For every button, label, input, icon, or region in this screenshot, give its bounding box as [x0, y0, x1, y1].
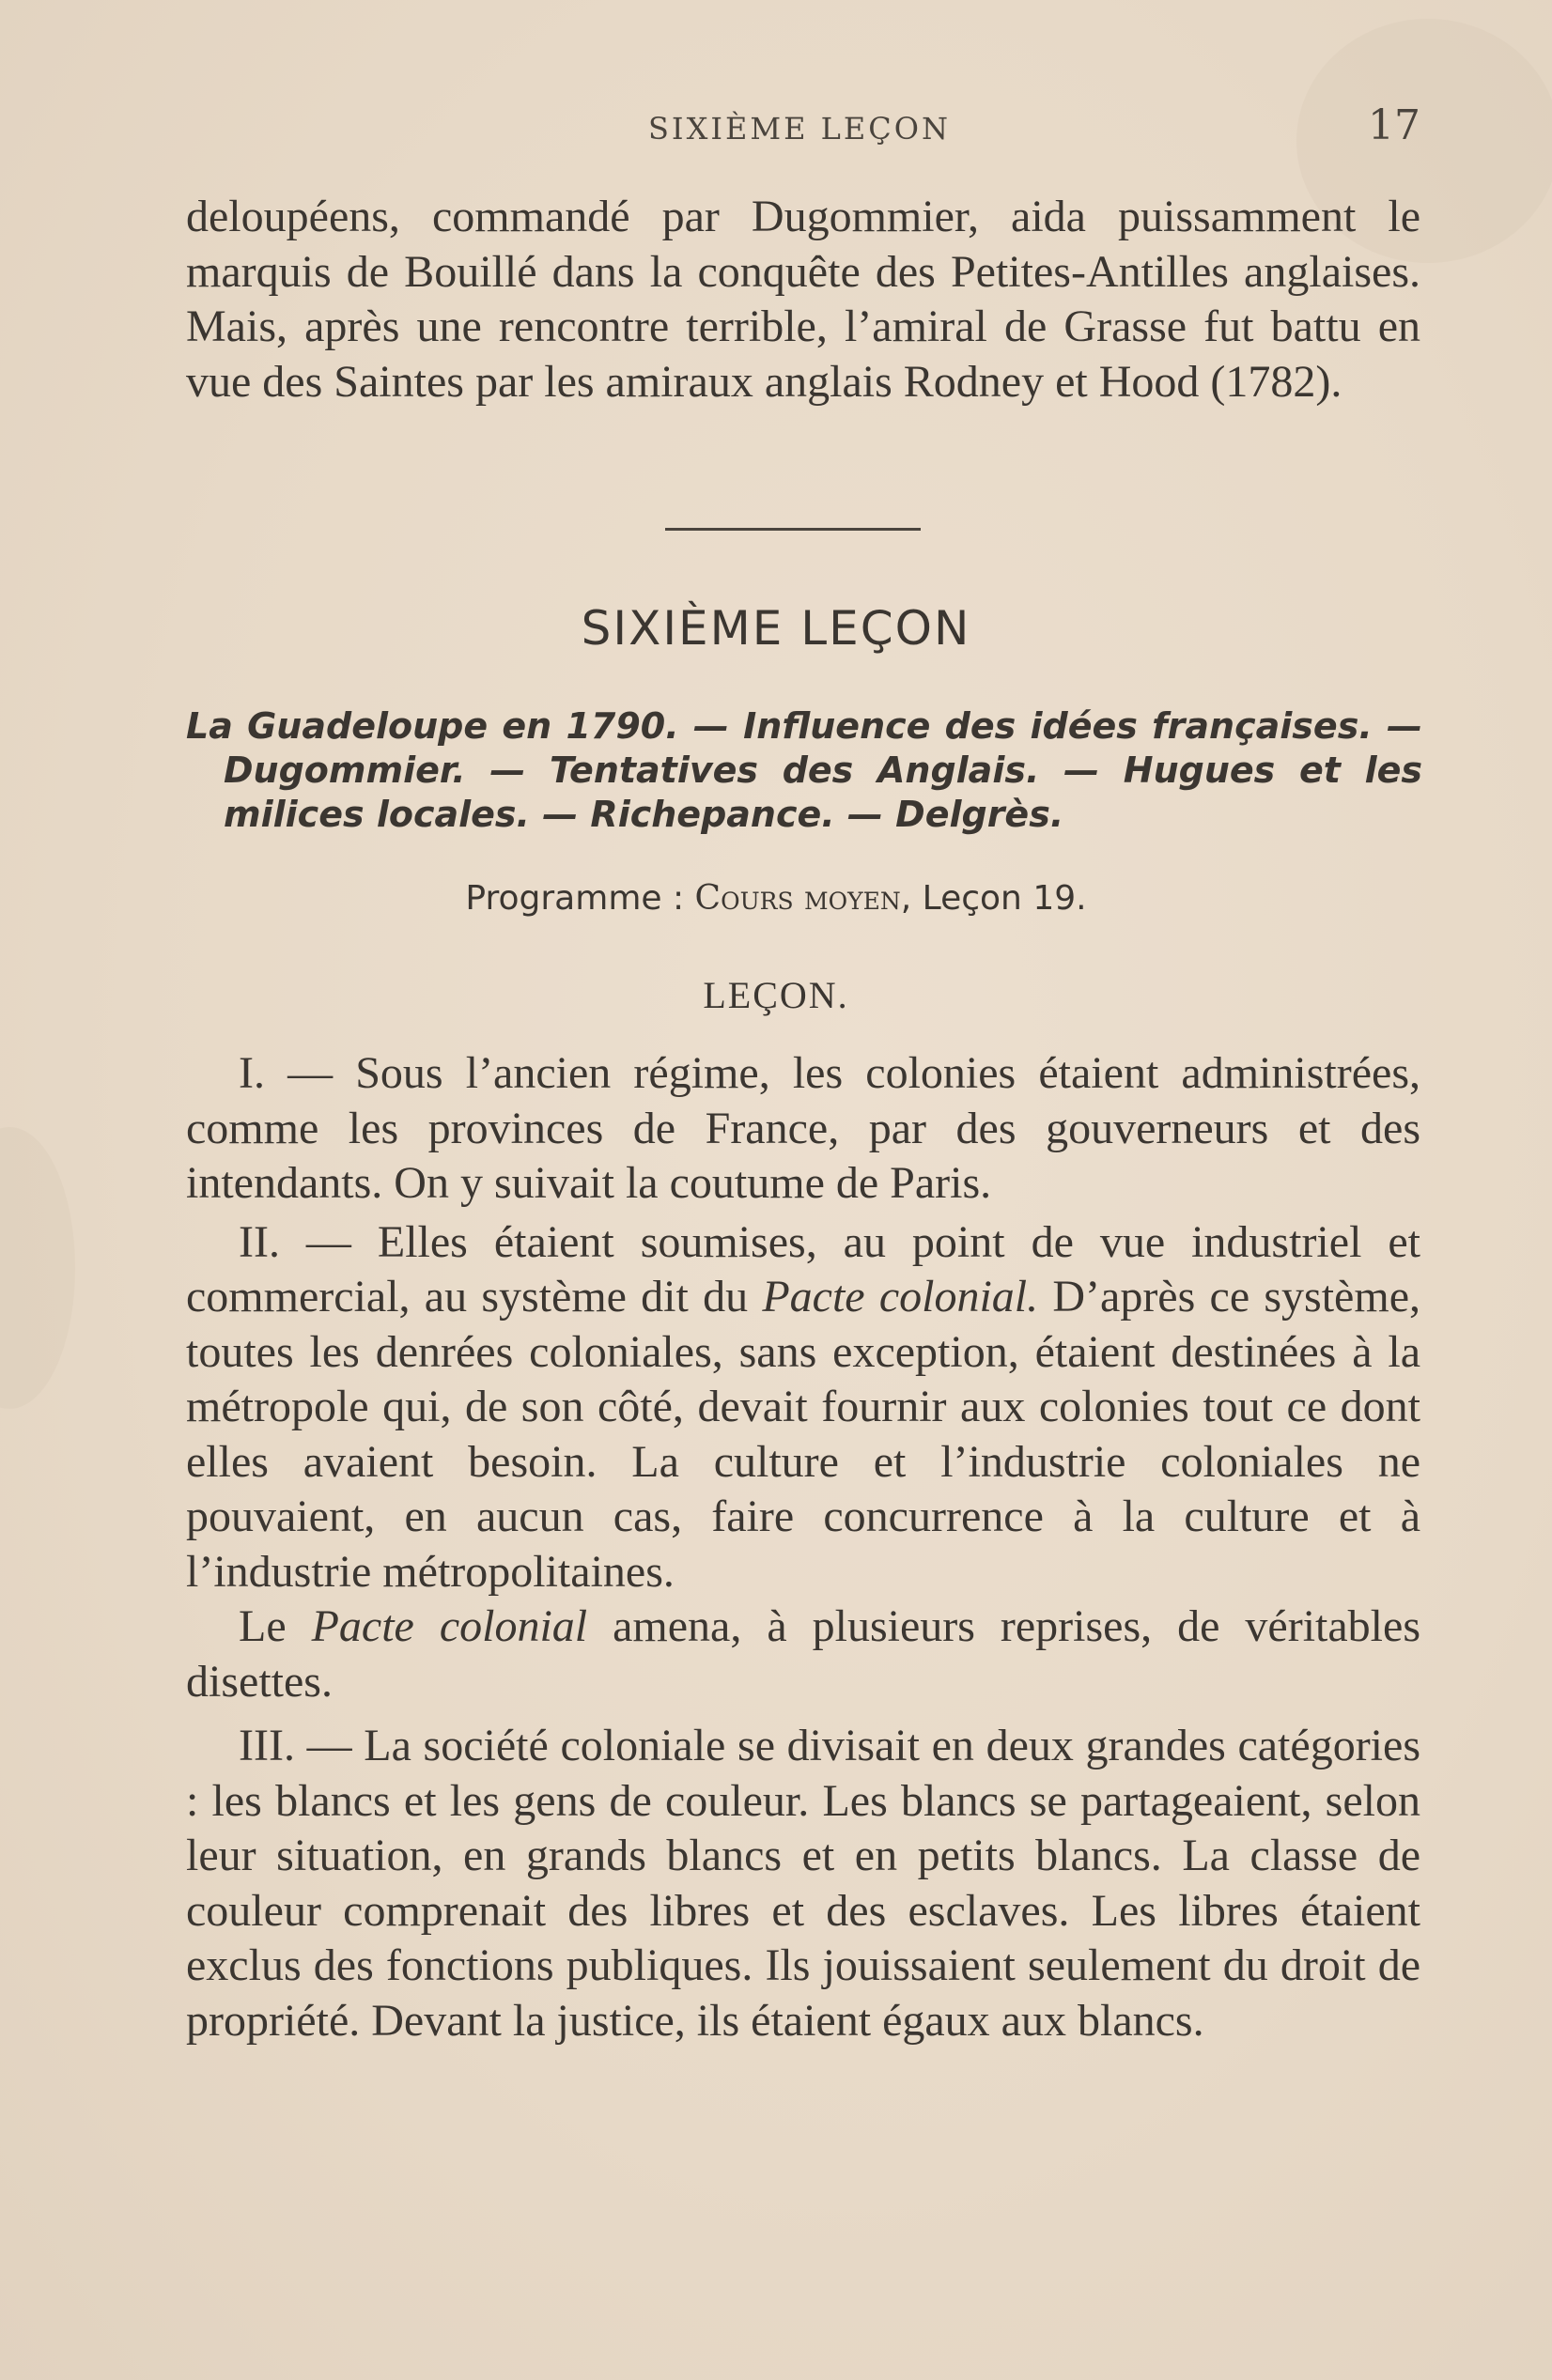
- paragraph-2: [186, 1215, 1420, 1600]
- paragraph-2-italic: Pacte colonial.: [762, 1272, 1039, 1321]
- lesson-summary: [186, 704, 1422, 837]
- section-label: LEÇON.: [703, 974, 849, 1016]
- page-number: 17: [1368, 101, 1420, 149]
- program-course: Cours moyen: [694, 879, 901, 918]
- program-suffix: , Leçon 19.: [900, 879, 1087, 918]
- section-divider: [665, 528, 921, 531]
- paragraph-4: III. — La société coloniale se divisait en deux grandes catégories : les blancs et les gens de couleur. Les blancs se partageaient, selon leur situation, en grands blancs et en petits blancs. La classe de couleur comprenait des libres et des esclaves. Les libres étaient exclus des fonctions publiques. Ils jouissaient seulement du droit de propriété. Devant la justice, ils étaient égaux aux blancs.: [186, 1721, 1420, 2046]
- lesson-title: SIXIÈME LEÇON: [581, 601, 971, 656]
- paragraph-3: [186, 1600, 1420, 1709]
- paper-stain: [0, 1127, 75, 1409]
- paragraph-2-start: II. — Elles étaient soumises, au point de vue industriel et commercial, au système dit du: [186, 1216, 1420, 1321]
- paragraph-3-end: amena, à plusieurs reprises, de véritables disettes.: [186, 1601, 1420, 1707]
- summary-text: La Guadeloupe en 1790. — Influence des idées françaises. — Dugommier. — Tentatives des Anglais. — Hugues et les milices locales. — Richepance. — Delgrès.: [186, 705, 1422, 835]
- running-head: SIXIÈME LEÇON: [648, 111, 951, 147]
- paragraph-1: I. — Sous l’ancien régime, les colonies étaient administrées, comme les provinces de France, par des gouverneurs et des intendants. On y suivait la coutume de Paris.: [186, 1048, 1420, 1208]
- paragraph-3-italic: Pacte colonial: [311, 1601, 588, 1651]
- page-header: [188, 101, 1420, 158]
- paragraph-text: deloupéens, commandé par Dugommier, aida puissamment le marquis de Bouillé dans la conquête des Petites-Antilles anglaises. Mais, après une rencontre terrible, l’amiral de Grasse fut battu en vue des Saintes par les amiraux anglais Rodney et Hood (1782).: [186, 192, 1420, 407]
- lesson-body: [186, 1046, 1420, 2048]
- continued-paragraph: [186, 190, 1420, 410]
- program-prefix: Programme :: [465, 879, 695, 918]
- paragraph-3-start: Le: [239, 1601, 312, 1651]
- program-reference: [0, 879, 1552, 918]
- paragraph-2-end: D’après ce système, toutes les denrées coloniales, sans exception, étaient destinées à la métropole qui, de son côté, devait fournir aux colonies tout ce dont elles avaient besoin. La culture et l’industrie coloniales ne pouvaient, en aucun cas, faire concurrence à la culture et à l’industrie métropolitaines.: [186, 1272, 1421, 1597]
